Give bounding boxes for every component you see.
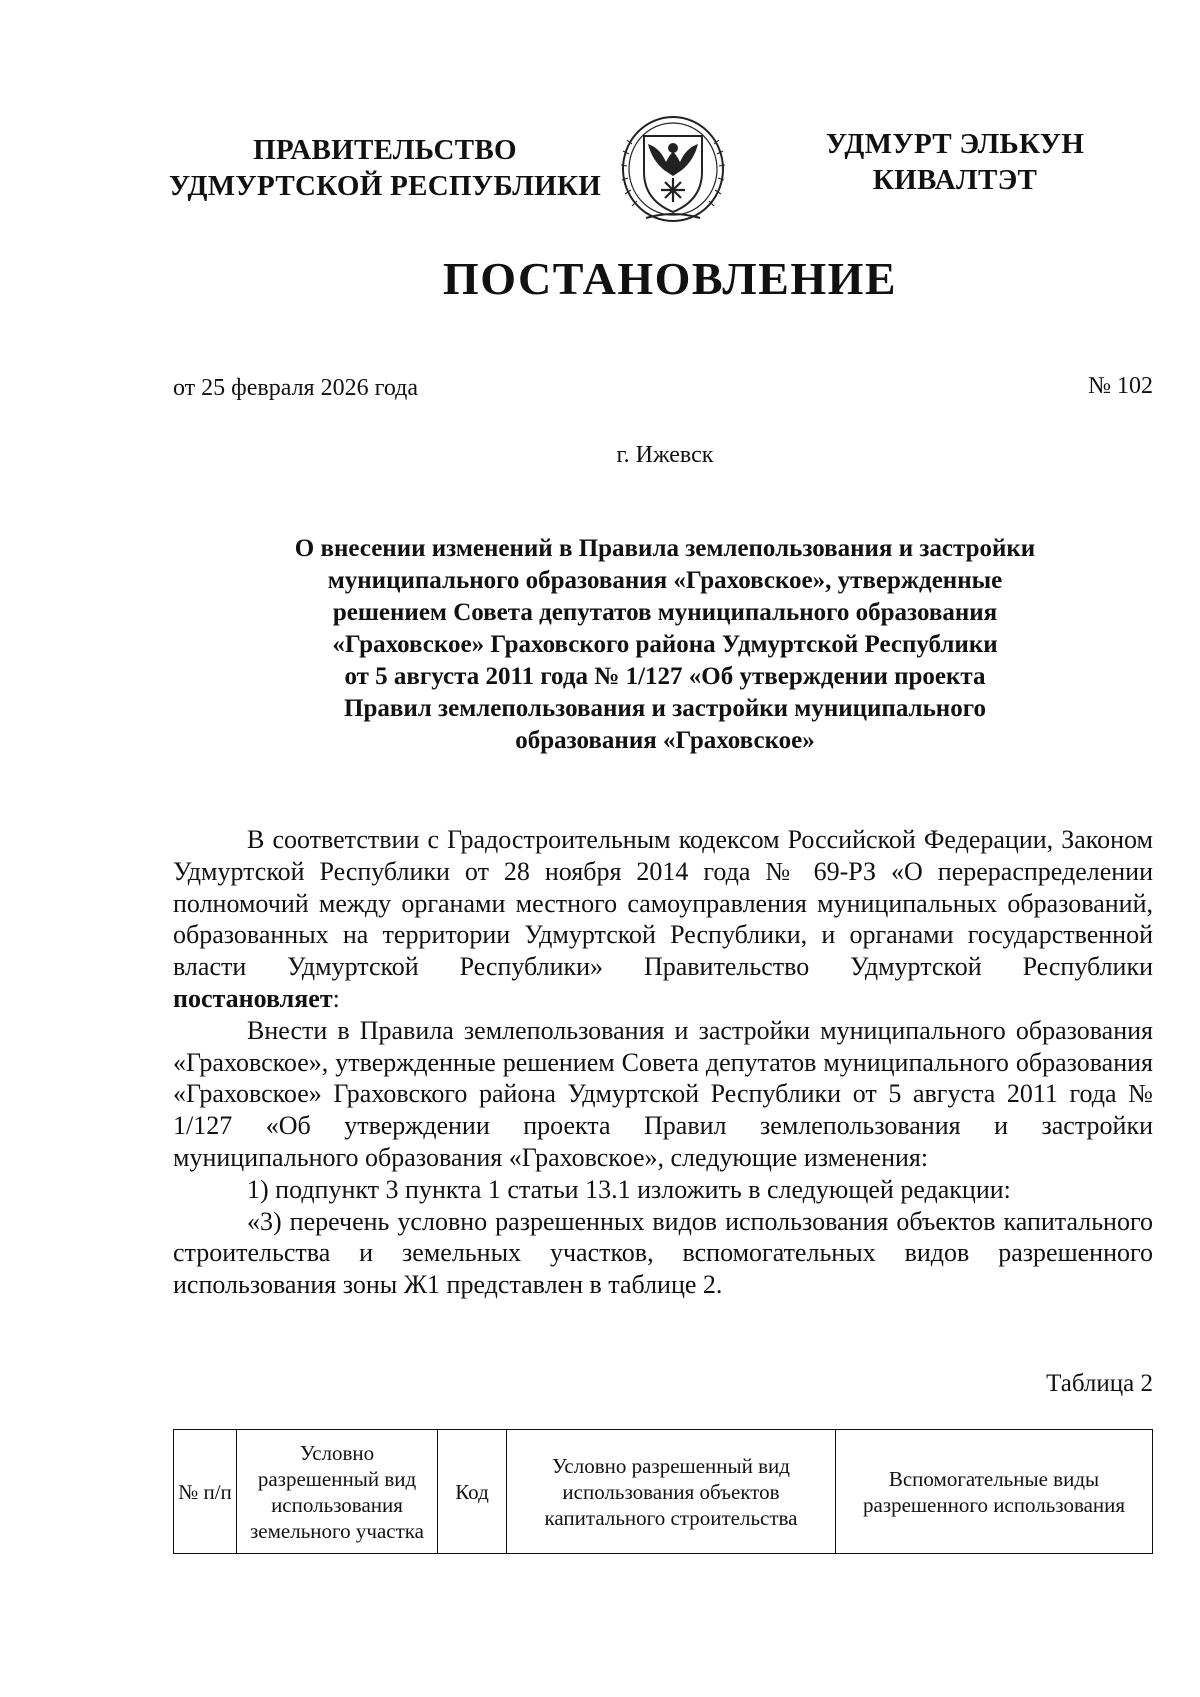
subject-line: муниципального образования «Граховское», утвержденные [327,567,1003,594]
table-header-auxiliary-use: Вспомогательные виды разрешенного использования [836,1430,1153,1554]
preamble-text: В соответствии с Градостроительным кодексом Российской Федерации, Законом Удмуртской Республики от 28 ноября 2014 года № 69-РЗ «О перераспределении полномочий между органами местного самоуправления муниципальных образований, образованных на территории Удмуртской Республики, и органами государственной власти Удмуртской Республики» Правительство Удмуртской Республики [173,825,1153,982]
government-name-udmurt-line-1: УДМУРТ ЭЛЬКУН [825,128,1085,160]
document-subject [230,533,1100,757]
subject-line: от 5 августа 2011 года № 1/127 «Об утверждении проекта [344,663,986,690]
subject-line: Правил землепользования и застройки муниципального [344,695,986,722]
document-city: г. Ижевск [616,442,714,468]
item-3-quote-paragraph: «3) перечень условно разрешенных видов использования объектов капитального строительства и земельных участков, вспомогательных видов разрешенного использования зоны Ж1 представлен в таблице 2. [173,1206,1153,1300]
table-header-code: Код [438,1430,507,1554]
government-name-udmurt [800,126,1110,198]
item-1-paragraph: 1) подпункт 3 пункта 1 статьи 13.1 изложить в следующей редакции: [247,1174,1011,1204]
table-header-number: № п/п [174,1430,237,1554]
subject-line: решением Совета депутатов муниципального образования [332,599,998,626]
resolves-keyword: постановляет [173,983,333,1013]
subject-line: О внесении изменений в Правила землепользования и застройки [294,535,1036,562]
preamble-colon: : [332,983,340,1013]
document-body [173,824,1153,1301]
table-header-row [174,1430,1153,1554]
government-name-line-1: ПРАВИТЕЛЬСТВО [253,134,517,166]
government-name-udmurt-line-2: КИВАЛТЭТ [872,164,1038,196]
table-caption: Таблица 2 [1046,1370,1153,1397]
document-title: ПОСТАНОВЛЕНИЕ [442,253,898,304]
document-date: от 25 февраля 2026 года [173,375,419,401]
coat-of-arms-icon [618,114,728,224]
subject-line: «Граховское» Граховского района Удмуртской Республики [332,631,998,658]
document-number: № 102 [1088,373,1153,399]
preamble-paragraph [173,824,1153,1015]
government-name-russian [165,132,605,204]
zone-table [173,1429,1153,1554]
subject-line: образования «Граховское» [515,727,815,754]
government-name-line-2: УДМУРТСКОЙ РЕСПУБЛИКИ [168,170,602,202]
table-header-land-use: Условно разрешенный вид использования земельного участка [237,1430,438,1554]
table-header-construction-use: Условно разрешенный вид использования объектов капитального строительства [507,1430,836,1554]
amendment-paragraph: Внести в Правила землепользования и застройки муниципального образования «Граховское», утвержденные решением Совета депутатов муниципального образования «Граховское» Граховского района Удмуртской Республики от 5 августа 2011 года № 1/127 «Об утверждении проекта Правил землепользования и застройки муниципального образования «Граховское», следующие изменения: [173,1015,1153,1172]
